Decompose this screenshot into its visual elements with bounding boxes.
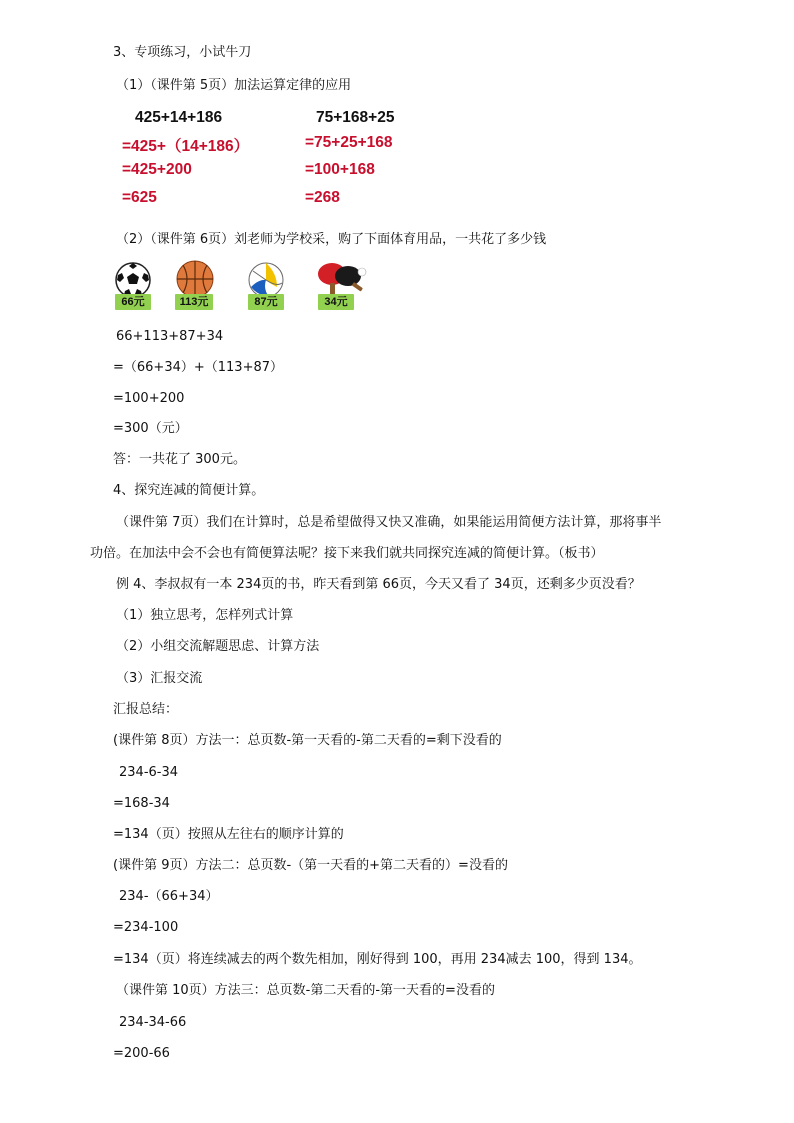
price-tag: 34元 (318, 294, 354, 310)
summary-label: 汇报总结： (113, 702, 179, 717)
method2-step: 234-（66+34） (119, 889, 219, 904)
section3-heading: 3、专项练习，小试牛刀 (113, 45, 252, 60)
solution-step: 66+113+87+34 (116, 329, 224, 344)
calc-right-line: =268 (305, 189, 340, 206)
calc-right-line: =75+25+168 (305, 134, 393, 151)
task-item: （2）小组交流解题思虑、计算方法 (116, 639, 320, 654)
method1-step: 234-6-34 (119, 765, 179, 780)
intro-paragraph-line: 功倍。在加法中会不会也有简便算法呢？接下来我们就共同探究连减的简便计算。（板书） (90, 546, 604, 561)
method2-title: (课件第 9页）方法二：总页数-（第一天看的+第二天看的）=没看的 (113, 858, 508, 873)
method1-step: =134（页）按照从左往右的顺序计算的 (113, 827, 344, 842)
calc-left-line: 425+14+186 (135, 109, 223, 126)
calc-right-line: =100+168 (305, 161, 375, 178)
solution-step: =（66+34）+（113+87） (113, 360, 284, 375)
solution-step: =100+200 (113, 391, 185, 406)
calc-left-line: =425+200 (122, 161, 192, 178)
example-problem: 例 4、李叔叔有一本 234页的书，昨天看到第 66页，今天又看了 34页，还剩多少页没看？ (116, 577, 641, 592)
method2-step: =134（页）将连续减去的两个数先相加，刚好得到 100，再用 234减去 100，得到 134。 (113, 952, 642, 967)
method3-step: 234-34-66 (119, 1015, 187, 1030)
task-item: （1）独立思考，怎样列式计算 (116, 608, 294, 623)
part1-title: （1）（课件第 5页）加法运算定律的应用 (116, 78, 352, 93)
intro-paragraph-line: （课件第 7页）我们在计算时，总是希望做得又快又准确，如果能运用简便方法计算，那将事半 (116, 515, 662, 530)
method2-step: =234-100 (113, 920, 179, 935)
calc-left-line: =425+（14+186） (122, 138, 250, 155)
solution-step: =300（元） (113, 421, 188, 436)
calc-left-line: =625 (122, 189, 157, 206)
calc-right-line: 75+168+25 (316, 109, 395, 126)
price-tag: 87元 (248, 294, 284, 310)
method3-title: （课件第 10页）方法三：总页数-第二天看的-第一天看的=没看的 (116, 983, 495, 998)
task-item: （3）汇报交流 (116, 671, 203, 686)
price-tag: 113元 (175, 294, 213, 310)
answer-text: 答：一共花了 300元。 (113, 452, 246, 467)
price-tag: 66元 (115, 294, 151, 310)
method3-step: =200-66 (113, 1046, 170, 1061)
method1-step: =168-34 (113, 796, 170, 811)
section4-heading: 4、探究连减的简便计算。 (113, 483, 265, 498)
method1-title: (课件第 8页）方法一：总页数-第一天看的-第二天看的=剩下没看的 (113, 733, 502, 748)
part2-title: （2）（课件第 6页）刘老师为学校采，购了下面体育用品，一共花了多少钱 (116, 232, 547, 247)
